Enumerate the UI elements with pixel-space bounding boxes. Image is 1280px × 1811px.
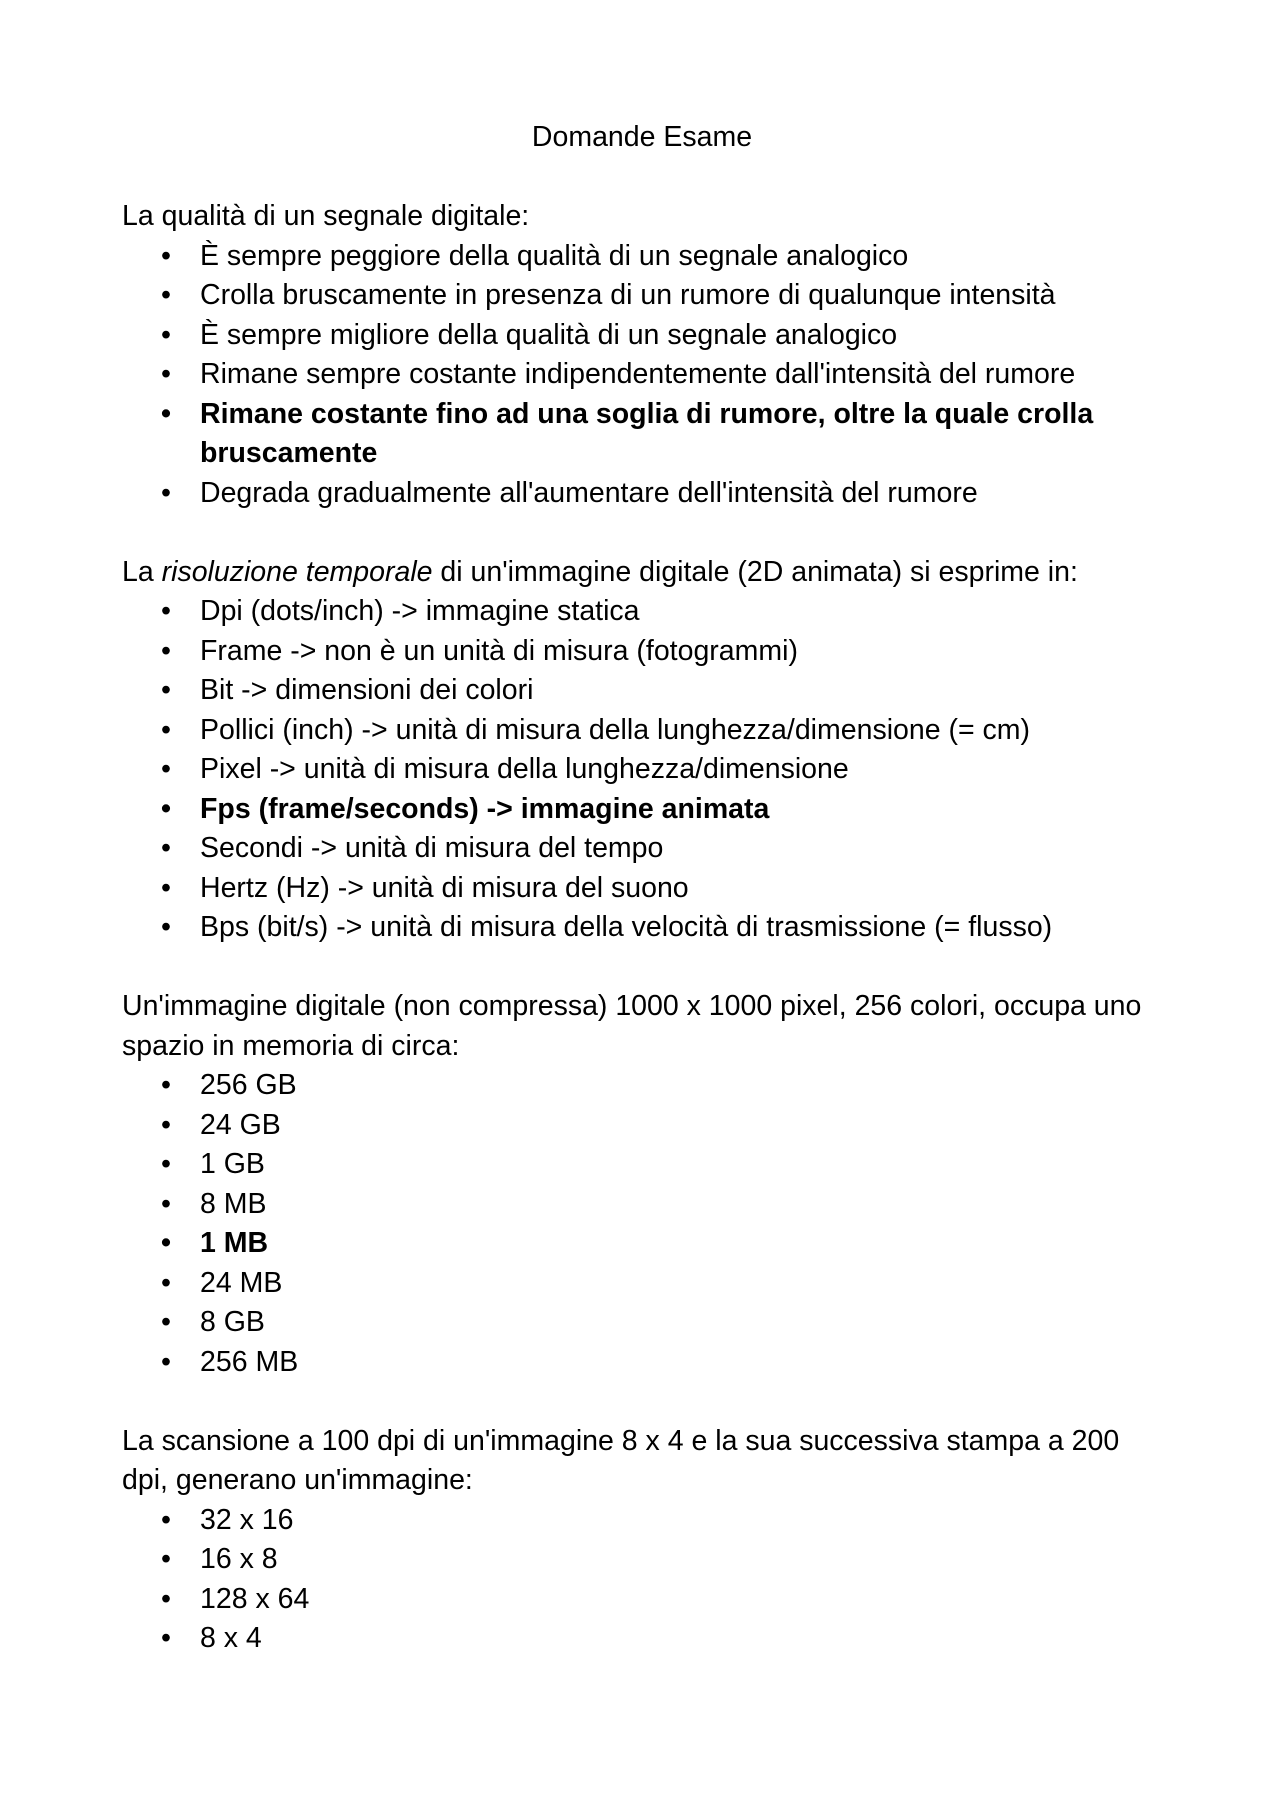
answer-option: • Pixel -> unità di misura della lunghezza/dimensione [122, 750, 1162, 790]
spacer [122, 948, 1162, 988]
question-text [122, 553, 1162, 593]
question-text: La scansione a 100 dpi di un'immagine 8 x 4 e la sua successiva stampa a 200 dpi, generano un'immagine: [122, 1424, 1120, 1496]
answer-option-correct: • Rimane costante fino ad una soglia di rumore, oltre la quale crolla bruscamente [122, 395, 1162, 474]
answer-option: • Bps (bit/s) -> unità di misura della velocità di trasmissione (= flusso) [122, 908, 1162, 948]
answer-option: • Rimane sempre costante indipendentemente dall'intensità del rumore [122, 355, 1162, 395]
answer-option: • 24 GB [122, 1106, 1162, 1146]
answer-option: • Crolla bruscamente in presenza di un rumore di qualunque intensità [122, 276, 1162, 316]
answer-option: • 8 MB [122, 1185, 1162, 1225]
spacer [122, 513, 1162, 553]
answer-option: • 16 x 8 [122, 1540, 1162, 1580]
question-3 [122, 987, 1162, 1382]
answer-option: • 8 GB [122, 1303, 1162, 1343]
answer-option: • 8 x 4 [122, 1619, 1162, 1659]
question-2 [122, 553, 1162, 948]
question-1 [122, 197, 1162, 513]
question-text-end: di un'immagine digitale (2D animata) si esprime in: [432, 555, 1078, 588]
answer-option: • 128 x 64 [122, 1580, 1162, 1620]
answer-option: • 32 x 16 [122, 1501, 1162, 1541]
answer-option-correct: • Fps (frame/seconds) -> immagine animata [122, 790, 1162, 830]
answer-option: • 1 GB [122, 1145, 1162, 1185]
answer-list [122, 1501, 1162, 1659]
question-text-emphasis: risoluzione temporale [161, 555, 433, 588]
answer-option-correct: • 1 MB [122, 1224, 1162, 1264]
answer-option: • Secondi -> unità di misura del tempo [122, 829, 1162, 869]
answer-list [122, 1066, 1162, 1382]
answer-list [122, 237, 1162, 514]
spacer [122, 1382, 1162, 1422]
question-text-start: La [122, 555, 162, 588]
question-text: Un'immagine digitale (non compressa) 1000 x 1000 pixel, 256 colori, occupa uno spazio in memoria di circa: [122, 990, 1142, 1062]
answer-list [122, 592, 1162, 948]
answer-option: • Pollici (inch) -> unità di misura della lunghezza/dimensione (= cm) [122, 711, 1162, 751]
answer-option: • 24 MB [122, 1264, 1162, 1304]
answer-option: • Degrada gradualmente all'aumentare dell'intensità del rumore [122, 474, 1162, 514]
answer-option: • 256 GB [122, 1066, 1162, 1106]
answer-option: • È sempre peggiore della qualità di un segnale analogico [122, 237, 1162, 277]
question-4 [122, 1422, 1162, 1659]
question-text: La qualità di un segnale digitale: [122, 200, 530, 232]
document-page [122, 118, 1162, 1659]
answer-option: • Frame -> non è un unità di misura (fotogrammi) [122, 632, 1162, 672]
answer-option: • È sempre migliore della qualità di un segnale analogico [122, 316, 1162, 356]
answer-option: • Dpi (dots/inch) -> immagine statica [122, 592, 1162, 632]
page-title: Domande Esame [531, 121, 753, 153]
spacer [122, 158, 1162, 198]
answer-option: • Bit -> dimensioni dei colori [122, 671, 1162, 711]
answer-option: • Hertz (Hz) -> unità di misura del suono [122, 869, 1162, 909]
answer-option: • 256 MB [122, 1343, 1162, 1383]
